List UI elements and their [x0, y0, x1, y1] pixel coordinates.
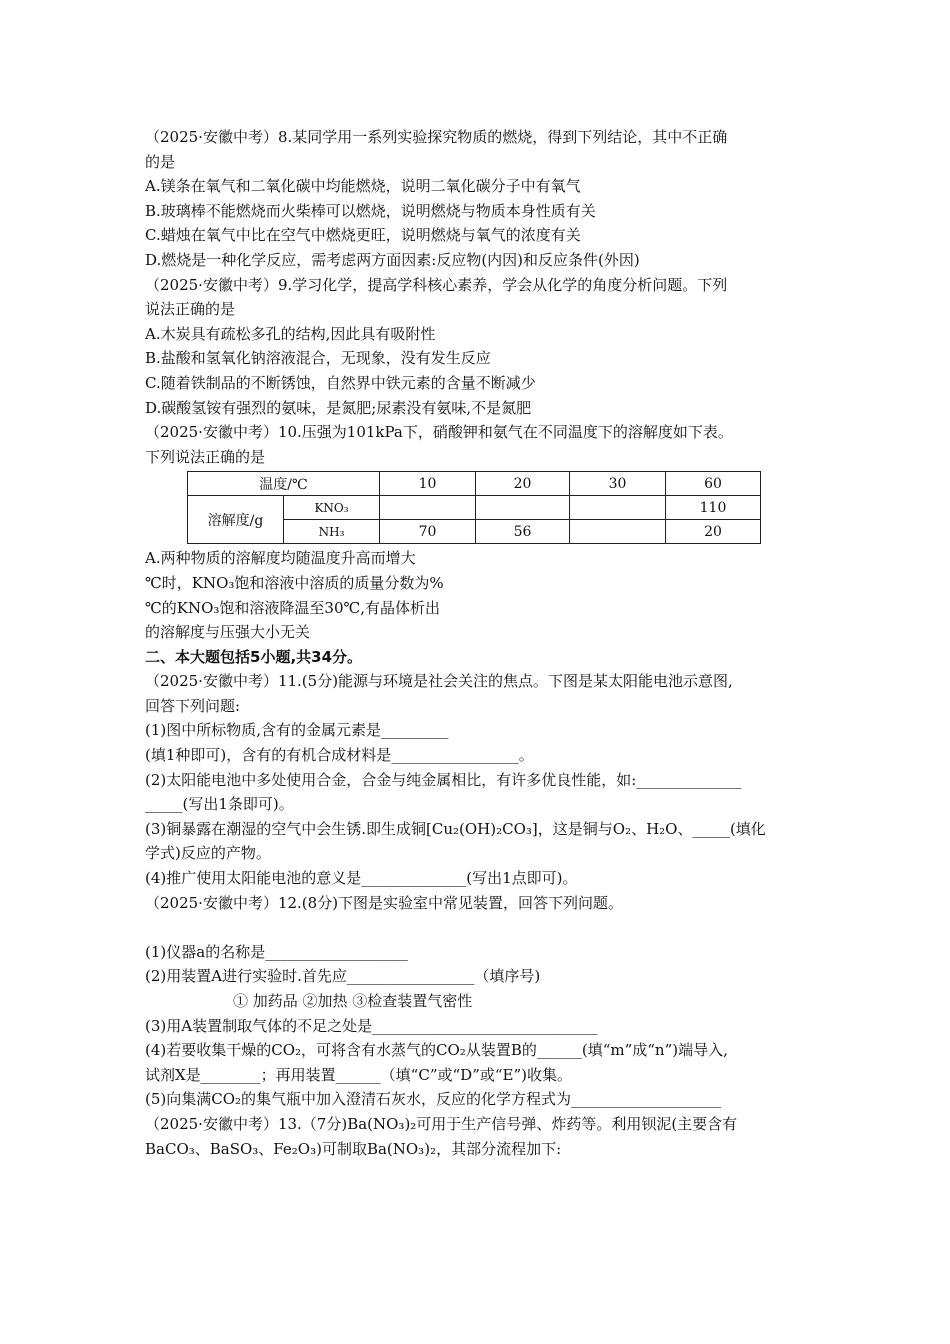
q11-part1-cont: (填1种即可)，含有的有机合成材料是_________________。 [145, 746, 534, 765]
q12-part5: (5)向集满CO₂的集气瓶中加入澄清石灰水，反应的化学方程式为____________________ [145, 1090, 722, 1109]
table-temp-30: 30 [570, 472, 666, 496]
q11-part4: (4)推广使用太阳能电池的意义是______________(写出1点即可)。 [145, 869, 578, 888]
table-cell: 56 [476, 520, 570, 544]
q13-stem-cont: BaCO₃、BaSO₃、Fe₂O₃)可制取Ba(NO₃)₂，其部分流程加下: [145, 1139, 562, 1158]
q10-option-b: ℃时，KNO₃饱和溶液中溶质的质量分数为% [145, 573, 444, 592]
section-heading: 二、本大题包括5小题,共34分。 [145, 647, 363, 666]
table-cell: 110 [666, 496, 761, 520]
q11-part2: (2)太阳能电池中多处使用合金，合金与纯金属相比，有许多优良性能，如:______________ [145, 770, 742, 789]
q12-part4: (4)若要收集干燥的CO₂，可将含有水蒸气的CO₂从装置B的______(填“m”成“n”)端导入, [145, 1041, 728, 1060]
table-temp-60: 60 [666, 472, 761, 496]
q8-stem-cont: 的是 [145, 152, 176, 171]
q10-option-d: 的溶解度与压强大小无关 [145, 623, 311, 642]
q10-stem-cont: 下列说法正确的是 [145, 447, 266, 466]
table-row-nh3-name: NH₃ [284, 520, 380, 544]
q13-stem: （2025·安徽中考）13.（7分)Ba(NO₃)₂可用于生产信号弹、炸药等。利用钡泥(主要含有 [145, 1114, 738, 1133]
table-cell: 20 [666, 520, 761, 544]
q8-stem: （2025·安徽中考）8.某同学用一系列实验探究物质的燃烧，得到下列结论，其中不正确 [145, 128, 728, 146]
q11-part3-cont: 学式)反应的产物。 [145, 844, 271, 863]
q11-part2-cont: _____(写出1条即可)。 [145, 795, 294, 814]
table-row-kno3-name: KNO₃ [284, 496, 380, 520]
q10-stem: （2025·安徽中考）10.压强为101kPa下，硝酸钾和氨气在不同温度下的溶解度如下表。 [145, 423, 733, 442]
q9-option-d: D.碳酸氢铵有强烈的氨味，是氮肥;尿素没有氨味,不是氮肥 [145, 398, 532, 417]
solubility-table [187, 471, 761, 544]
q8-option-c: C.蜡烛在氧气中比在空气中燃烧更旺，说明燃烧与氧气的浓度有关 [145, 226, 581, 245]
q10-option-c: ℃的KNO₃饱和溶液降温至30℃,有晶体析出 [145, 598, 441, 617]
q8-option-d: D.燃烧是一种化学反应，需考虑两方面因素:反应物(内因)和反应条件(外因) [145, 250, 640, 269]
q9-stem: （2025·安徽中考）9.学习化学，提高学科核心素养，学会从化学的角度分析问题。下列 [145, 275, 728, 294]
q9-option-b: B.盐酸和氢氧化钠溶液混合，无现象，没有发生反应 [145, 349, 491, 368]
table-header-label: 温度/℃ [188, 472, 380, 496]
q9-option-c: C.随着铁制品的不断锈蚀，自然界中铁元素的含量不断减少 [145, 373, 536, 392]
figure-gap [145, 915, 815, 940]
q12-stem: （2025·安徽中考）12.(8分)下图是实验室中常见装置，回答下列问题。 [145, 893, 624, 912]
q11-part1: (1)图中所标物质,含有的金属元素是_________ [145, 721, 449, 740]
table-cell [570, 520, 666, 544]
q11-stem-cont: 回答下列问题: [145, 696, 241, 715]
table-cell [476, 496, 570, 520]
table-row-group-label: 溶解度/g [188, 496, 284, 544]
q11-part3: (3)铜暴露在潮湿的空气中会生锈.即生成铜[Cu₂(OH)₂CO₃]，这是铜与O₂、H₂O、_____(填化 [145, 819, 766, 838]
q8-option-a: A.镁条在氧气和二氧化碳中均能燃烧，说明二氧化碳分子中有氧气 [145, 177, 581, 196]
q12-part2-choices: ① 加药品 ②加热 ③检查装置气密性 [233, 992, 473, 1010]
table-cell [380, 496, 476, 520]
q9-option-a: A.木炭具有疏松多孔的结构,因此具有吸附性 [145, 324, 436, 343]
q12-part4-cont: 试剂X是________；再用装置______（填“C”或“D”或“E”)收集。 [145, 1065, 572, 1084]
q12-part3: (3)用A装置制取气体的不足之处是______________________________ [145, 1016, 598, 1035]
q11-stem: （2025·安徽中考）11.(5分)能源与环境是社会关注的焦点。下图是某太阳能电池示意图, [145, 672, 733, 691]
table-cell [570, 496, 666, 520]
document-page [145, 125, 815, 1161]
q12-part1: (1)仪器a的名称是___________________ [145, 942, 408, 961]
q9-stem-cont: 说法正确的是 [145, 300, 236, 319]
q8-option-b: B.玻璃棒不能燃烧而火柴棒可以燃烧，说明燃烧与物质本身性质有关 [145, 201, 596, 220]
table-cell: 70 [380, 520, 476, 544]
table-temp-10: 10 [380, 472, 476, 496]
q12-part2: (2)用装置A进行实验时.首先应_________________（填序号) [145, 967, 541, 986]
table-temp-20: 20 [476, 472, 570, 496]
q10-option-a: A.两种物质的溶解度均随温度升高而增大 [145, 549, 416, 568]
